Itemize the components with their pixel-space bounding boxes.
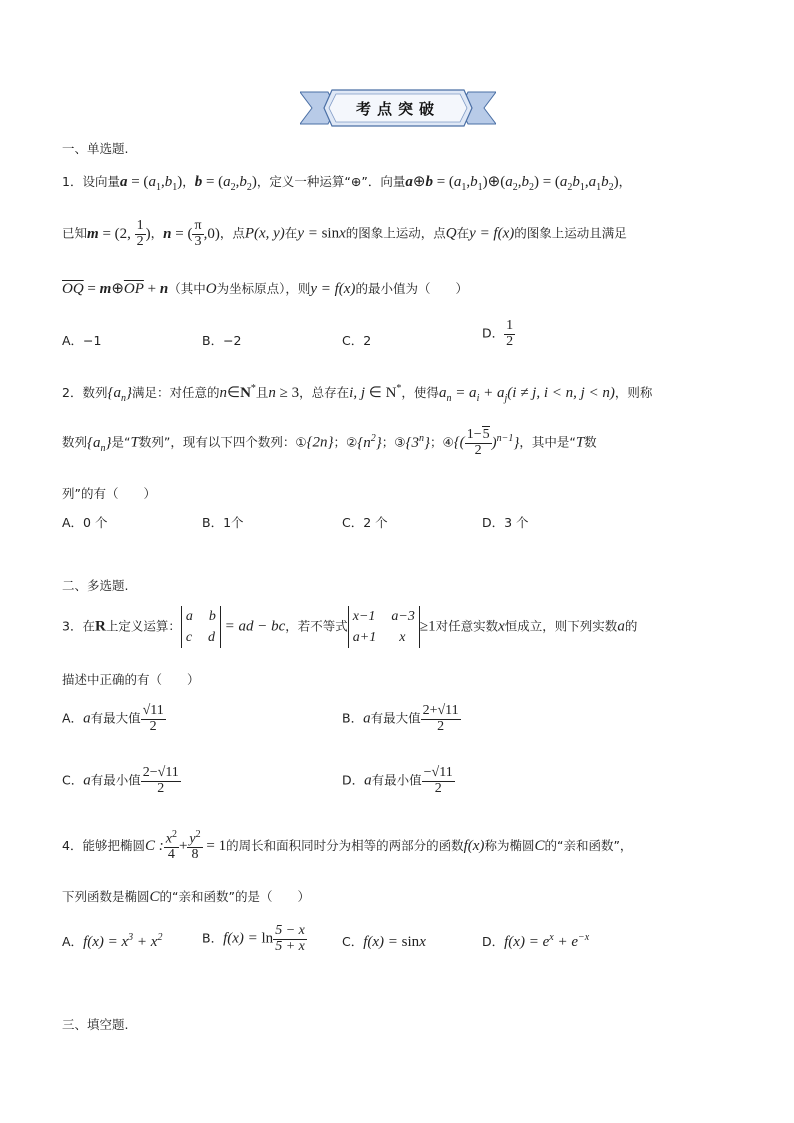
q3-option-a-label: A． xyxy=(62,710,84,726)
q3-text: 的 xyxy=(624,618,638,634)
q1-text: （其中 xyxy=(168,281,206,296)
banner-title: 考点突破 xyxy=(355,100,440,118)
q1-formula-m: m = (2, $\frac{1}{2}$ ) xyxy=(87,218,151,249)
q4-option-d-label: D． xyxy=(482,934,505,949)
q3-line2: 描述中正确的有（ ） xyxy=(62,672,200,687)
q3-option-c-label: C． xyxy=(62,772,84,788)
q4-option-b[interactable]: B．f(x) = ln $\frac{5 - x}{5 + x}$ xyxy=(202,923,305,954)
q1-number: 1． xyxy=(62,174,83,189)
q1-option-d-num: 1 xyxy=(506,318,514,333)
q3-number: 3． xyxy=(62,618,83,634)
q3-text: 上定义运算： xyxy=(105,618,181,634)
q2-text: ；④ xyxy=(429,434,454,450)
q3-option-d-text: 有最小值 xyxy=(371,772,422,788)
q3-option-a[interactable]: A．a有最大值 $\frac{√11}{2}$ xyxy=(62,703,164,734)
q2-text: ；③ xyxy=(381,434,406,450)
q1-formula-a: $a = (a_1,b_1)$ xyxy=(119,174,183,193)
q2-text: 数列 xyxy=(62,434,88,450)
q4-number: 4． xyxy=(62,838,83,854)
q1-text: 的最小值为（ ） xyxy=(355,281,468,296)
q3-option-b-text: 有最大值 xyxy=(370,710,421,726)
q3-option-c-num: 2−√11 xyxy=(142,765,179,780)
q1-option-b[interactable]: B．−2 xyxy=(202,333,242,348)
q3-option-a-text: 有最大值 xyxy=(90,710,141,726)
q2-text: ，总存在 xyxy=(299,385,350,400)
q3-determinant-ineq: x−1 a−3 a+1 x xyxy=(348,606,420,648)
q2-text: 且 xyxy=(255,385,269,400)
q2-text: ；② xyxy=(333,434,358,450)
q1-text: ，点 xyxy=(219,225,245,241)
q2-option-b[interactable]: B．1个 xyxy=(202,515,244,530)
q3-option-d[interactable]: D．a有最小值 $\frac{-√11}{2}$ xyxy=(342,765,453,796)
q4-line2: 下列函数是椭圆C的“亲和函数”的是（ ） xyxy=(62,889,310,905)
q1-text: 的图象上运动且满足 xyxy=(514,225,627,241)
q1-option-d[interactable] xyxy=(482,319,515,349)
q1-text: 在 xyxy=(284,225,298,241)
q1-text: ，定义一种运算“⊕”．向量 xyxy=(256,174,406,189)
q3-text: ，若不等式 xyxy=(285,618,348,634)
q1-text: 设向量 xyxy=(82,174,120,189)
q1-line2: 已知m = (2, $\frac{1}{2}$ )，n = ( $\frac{\pi}{3}$ ,0)，点P(x, y)在y = sinx的图象上运动，点Q在y = f(x)的图象上运动且满足 xyxy=(62,218,627,249)
q4-text: 能够把椭圆 xyxy=(82,838,145,854)
q2-text: 数列 xyxy=(82,385,108,400)
q2-line3: 列”的有（ ） xyxy=(62,486,156,501)
q3-option-c-text: 有最小值 xyxy=(90,772,141,788)
q3-line1: 3．在R上定义运算： a b c d = ad − bc，若不等式 x−1 a−3 a+1 x ≥1对任意实数x恒成立，则下列实数a的 xyxy=(62,606,637,648)
q4-option-d[interactable]: D．$f(x) = e^x + e^{-x}$ xyxy=(482,932,590,950)
q2-option-a[interactable]: A．0 个 xyxy=(62,515,108,530)
q3-option-b-num: 2+√11 xyxy=(422,703,459,718)
q4-option-a[interactable]: A．$f(x) = x^3 + x^2$ xyxy=(62,932,163,950)
q4-option-c-label: C． xyxy=(342,934,364,949)
q3-text: 在 xyxy=(82,618,95,634)
title-banner xyxy=(300,88,496,128)
q1-option-a[interactable]: A．−1 xyxy=(62,333,102,348)
q1-point-q: Q xyxy=(445,225,457,242)
q1-fx: y = f(x) xyxy=(469,225,515,242)
q2-text: ，则称 xyxy=(614,385,653,400)
section-title-multiple-choice: 二、多选题. xyxy=(62,578,129,593)
q3-text: 对任意实数 xyxy=(435,618,499,634)
q1-text: 在 xyxy=(456,225,470,241)
q1-line3: $\overline{OQ}$ = $m\oplus\overline{OP} + n$（其中O为坐标原点），则y = f(x)的最小值为（ ） xyxy=(62,281,468,297)
q2-option-c[interactable]: C．2 个 xyxy=(342,515,388,530)
q3-determinant-def: a b c d xyxy=(181,606,221,648)
q3-option-b-label: B． xyxy=(342,710,364,726)
q1-sin: y = xyxy=(297,225,322,242)
q2-text: 数 xyxy=(584,434,597,450)
section-title-single-choice: 一、单选题. xyxy=(62,141,129,156)
q3-option-d-num: −√11 xyxy=(423,765,453,780)
q2-text: ，使得 xyxy=(401,385,439,400)
q3-option-c[interactable]: C．a有最小值 $\frac{2-√11}{2}$ xyxy=(62,765,179,796)
q4-option-a-label: A． xyxy=(62,934,84,949)
q4-text: 下列函数是椭圆 xyxy=(62,889,150,904)
q1-option-c[interactable]: C．2 xyxy=(342,333,372,348)
q3-option-c-den: 2 xyxy=(157,780,165,796)
q1-option-d-den: 2 xyxy=(506,333,514,349)
q2-text: 是“ xyxy=(111,434,131,450)
q2-text: 满足：对任意的 xyxy=(131,385,220,400)
q4-text: 的“亲和函数”， xyxy=(544,838,633,854)
q3-option-b-den: 2 xyxy=(437,718,445,734)
q4-option-c[interactable]: C．f(x) = sinx xyxy=(342,934,426,950)
q3-option-b[interactable]: B．a有最大值 $\frac{2+√11}{2}$ xyxy=(342,703,459,734)
q1-point-p: P(x, y) xyxy=(244,225,285,242)
q1-formula-op: a⊕b = $(a_1,b_1)\oplus(a_2,b_2) = (a_2b_1,a_1b_2)$ xyxy=(405,174,619,193)
q3-text: 恒成立，则下列实数 xyxy=(504,618,618,634)
q2-option-d[interactable]: D．3 个 xyxy=(482,515,529,530)
q2-text: ，其中是“ xyxy=(519,434,576,450)
q2-text: 数列”，现有以下四个数列：① xyxy=(138,434,307,450)
q4-text: 的周长和面积同时分为相等的两部分的函数 xyxy=(226,838,464,854)
q1-line1: 1．设向量$a = (a_1,b_1)$，$b = (a_2,b_2)$，定义一种运算“⊕”．向量a⊕b = $(a_1,b_1)\oplus(a_2,b_2) = (a_2b_1,a_1b_2)$， xyxy=(62,174,632,193)
q2-line1: 2．数列$\{a_n\}$满足：对任意的n∈N*且n ≥ 3，总存在i, j ∈ N*，使得$a_n = a_i + a_j(i \ne j$, i < n, j < n)，则称 xyxy=(62,383,653,404)
q3-option-a-num: √11 xyxy=(142,703,164,718)
q4-text: 称为椭圆 xyxy=(484,838,535,854)
q3-option-d-den: 2 xyxy=(434,780,442,796)
q3-option-d-label: D． xyxy=(342,772,365,788)
q4-text: 的“亲和函数”的是（ ） xyxy=(159,889,310,904)
q1-text: 的图象上运动，点 xyxy=(345,225,446,241)
q1-text: 为坐标原点），则 xyxy=(216,281,311,296)
q1-vector-eq: $\overline{OQ}$ = $m\oplus\overline{OP} + n$ xyxy=(62,281,169,297)
q2-number: 2． xyxy=(62,385,83,400)
q1-formula-n: n = ( $\frac{\pi}{3}$ ,0) xyxy=(163,218,220,249)
q1-text: 已知 xyxy=(62,225,88,241)
q1-option-d-label: D． xyxy=(482,325,505,341)
q4-line1: 4．能够把椭圆C : $\frac{x^2}{4}$ + $\frac{y^2}{8}$ = 1的周长和面积同时分为相等的两部分的函数f(x)称为椭圆C的“亲和函数”， xyxy=(62,829,633,863)
q3-option-a-den: 2 xyxy=(149,718,157,734)
section-title-fill-blank: 三、填空题. xyxy=(62,1017,129,1032)
q1-formula-b: $b = (a_2,b_2)$ xyxy=(194,174,257,193)
q4-option-b-label: B． xyxy=(202,930,224,946)
q2-line2: 数列$\{a_n\}$是“T数列”，现有以下四个数列：①{2n}；$②\{n^2\}$；③{3$^n$}；④{( $\frac{1-5}{2}$ )$^{n-1}$}，其中是“T数 xyxy=(62,427,597,458)
